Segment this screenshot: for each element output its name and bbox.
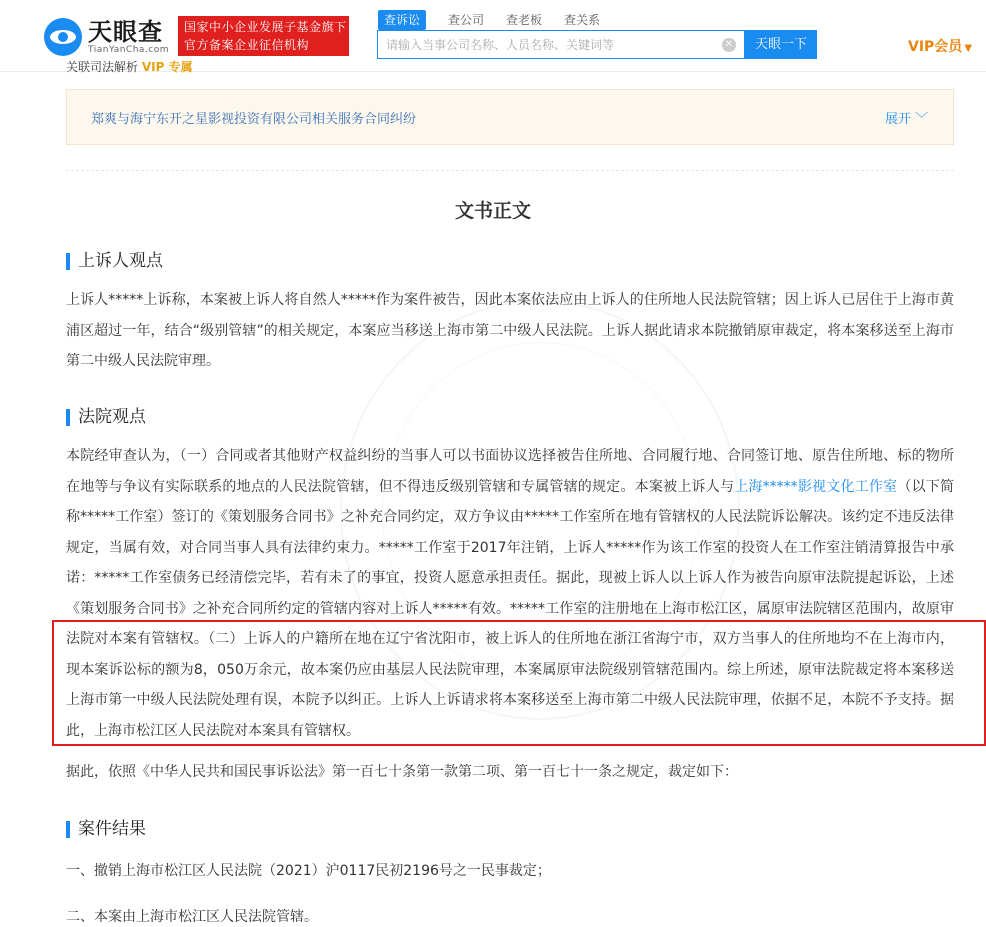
studio-link[interactable]: 上海*****影视文化工作室 — [734, 478, 898, 495]
court-view-text-part2: （以下简称*****工作室）签订的《策划服务合同书》之补充合同约定，双方争议由*****工作室所在地有管辖权的人民法院诉讼解决。该约定不违反法律规定，当属有效，对合同当事人具有法律约束力。*****工作室于2017年注销，上诉人*****作为该工作室的投资人在工作室注销清算报告中承诺：*****工作室债务已经清偿完毕，若有未了的事宜，投资人愿意承担责任。据此，现被上诉人以上诉人作为被告向原审法院提起诉讼，上述《策划服务合同书》之补充合同所约定的管辖内容对上诉人*****有效。*****工作室的注册地在上海市松江区，属原审法院辖区范围内，故原审法院对本案有管辖权。（二）上诉人的户籍所在地在辽宁省沈阳市，被上诉人的住所地在浙江省海宁市，双方当事人的住所地均不在上海市内，现本案诉讼标的额为8，050万余元，故本案仍应由基层人民法院审理，本案属原审法院级别管辖范围内。综上所述，原审法院裁定将本案移送上海市第一中级人民法院处理有误，本院予以纠正。上诉人上诉请求将本案移送至上海市第二中级人民法院审理，依据不足，本院不予支持。据此，上海市松江区人民法院对本案具有管辖权。 — [66, 478, 955, 739]
section-heading-court: 法院观点 — [66, 406, 146, 428]
document-title-text: 文书正文 — [454, 200, 531, 222]
case-card — [66, 89, 954, 145]
case-title[interactable]: 郑爽与海宁东开之星影视投资有限公司相关服务合同纠纷 — [91, 112, 417, 127]
search-tabs — [378, 10, 622, 30]
expand-label: 展开 — [885, 112, 912, 127]
section-heading-result: 案件结果 — [66, 818, 146, 840]
divider — [66, 170, 954, 171]
tab-relation[interactable]: 查关系 — [564, 13, 601, 27]
clear-icon[interactable]: ✕ — [722, 38, 736, 52]
search-box — [377, 30, 745, 59]
court-view-text-part1: 本院经审查认为，（一）合同或者其他财产权益纠纷的当事人可以书面协议选择被告住所地、合同履行地、合同签订地、原告住所地、标的物所在地等与争议有实际联系的地点的人民法院管辖，但不得违反级别管辖和专属管辖的规定。本案被上诉人与 — [66, 448, 954, 495]
related-analysis-label — [66, 58, 193, 75]
chevron-down-icon: ﹀ — [915, 112, 929, 127]
badge-line-2: 官方备案企业征信机构 — [184, 38, 310, 52]
logo-name-cn: 天眼查 — [88, 18, 163, 46]
document-title — [0, 196, 986, 223]
result-item: 一、撤销上海市松江区人民法院（2021）沪0117民初2196号之一民事裁定； — [66, 863, 551, 879]
logo-name-en: TianYanCha.com — [88, 45, 170, 55]
related-analysis-text: 关联司法解析 — [66, 60, 139, 74]
section-heading-appellant: 上诉人观点 — [66, 250, 163, 272]
highlight-annotation-box — [52, 620, 986, 746]
logo-text — [88, 19, 169, 55]
expand-button[interactable] — [885, 108, 928, 127]
search-button[interactable]: 天眼一下 — [745, 30, 817, 59]
caret-down-icon: ▼ — [964, 43, 973, 54]
vip-member-link[interactable] — [908, 36, 972, 56]
official-badge — [178, 16, 349, 56]
badge-line-1: 国家中小企业发展子基金旗下 — [184, 20, 347, 34]
vip-exclusive-badge: VIP 专属 — [141, 60, 193, 74]
vip-label: VIP会员 — [908, 39, 963, 55]
appellant-view-text: 上诉人*****上诉称，本案被上诉人将自然人*****作为案件被告，因此本案依法应由上诉人的住所地人民法院管辖；因上诉人已居住于上海市黄浦区超过一年，结合“级别管辖”的相关规定，本案应当移送上海市第二中级人民法院。上诉人据此请求本院撤销原审裁定，将本案移送至上海市第二中级人民法院审理。 — [66, 292, 954, 369]
search-input[interactable] — [378, 31, 708, 58]
ruling-basis-text: 据此，依照《中华人民共和国民事诉讼法》第一百七十条第一款第二项、第一百七十一条之规定，裁定如下： — [66, 764, 738, 780]
tab-boss[interactable]: 查老板 — [506, 13, 543, 27]
result-item: 二、本案由上海市松江区人民法院管辖。 — [66, 909, 318, 925]
tab-lawsuit[interactable]: 查诉讼 — [378, 10, 426, 30]
tab-company[interactable]: 查公司 — [448, 13, 485, 27]
eye-logo-icon — [44, 18, 82, 56]
site-logo[interactable] — [44, 18, 169, 56]
